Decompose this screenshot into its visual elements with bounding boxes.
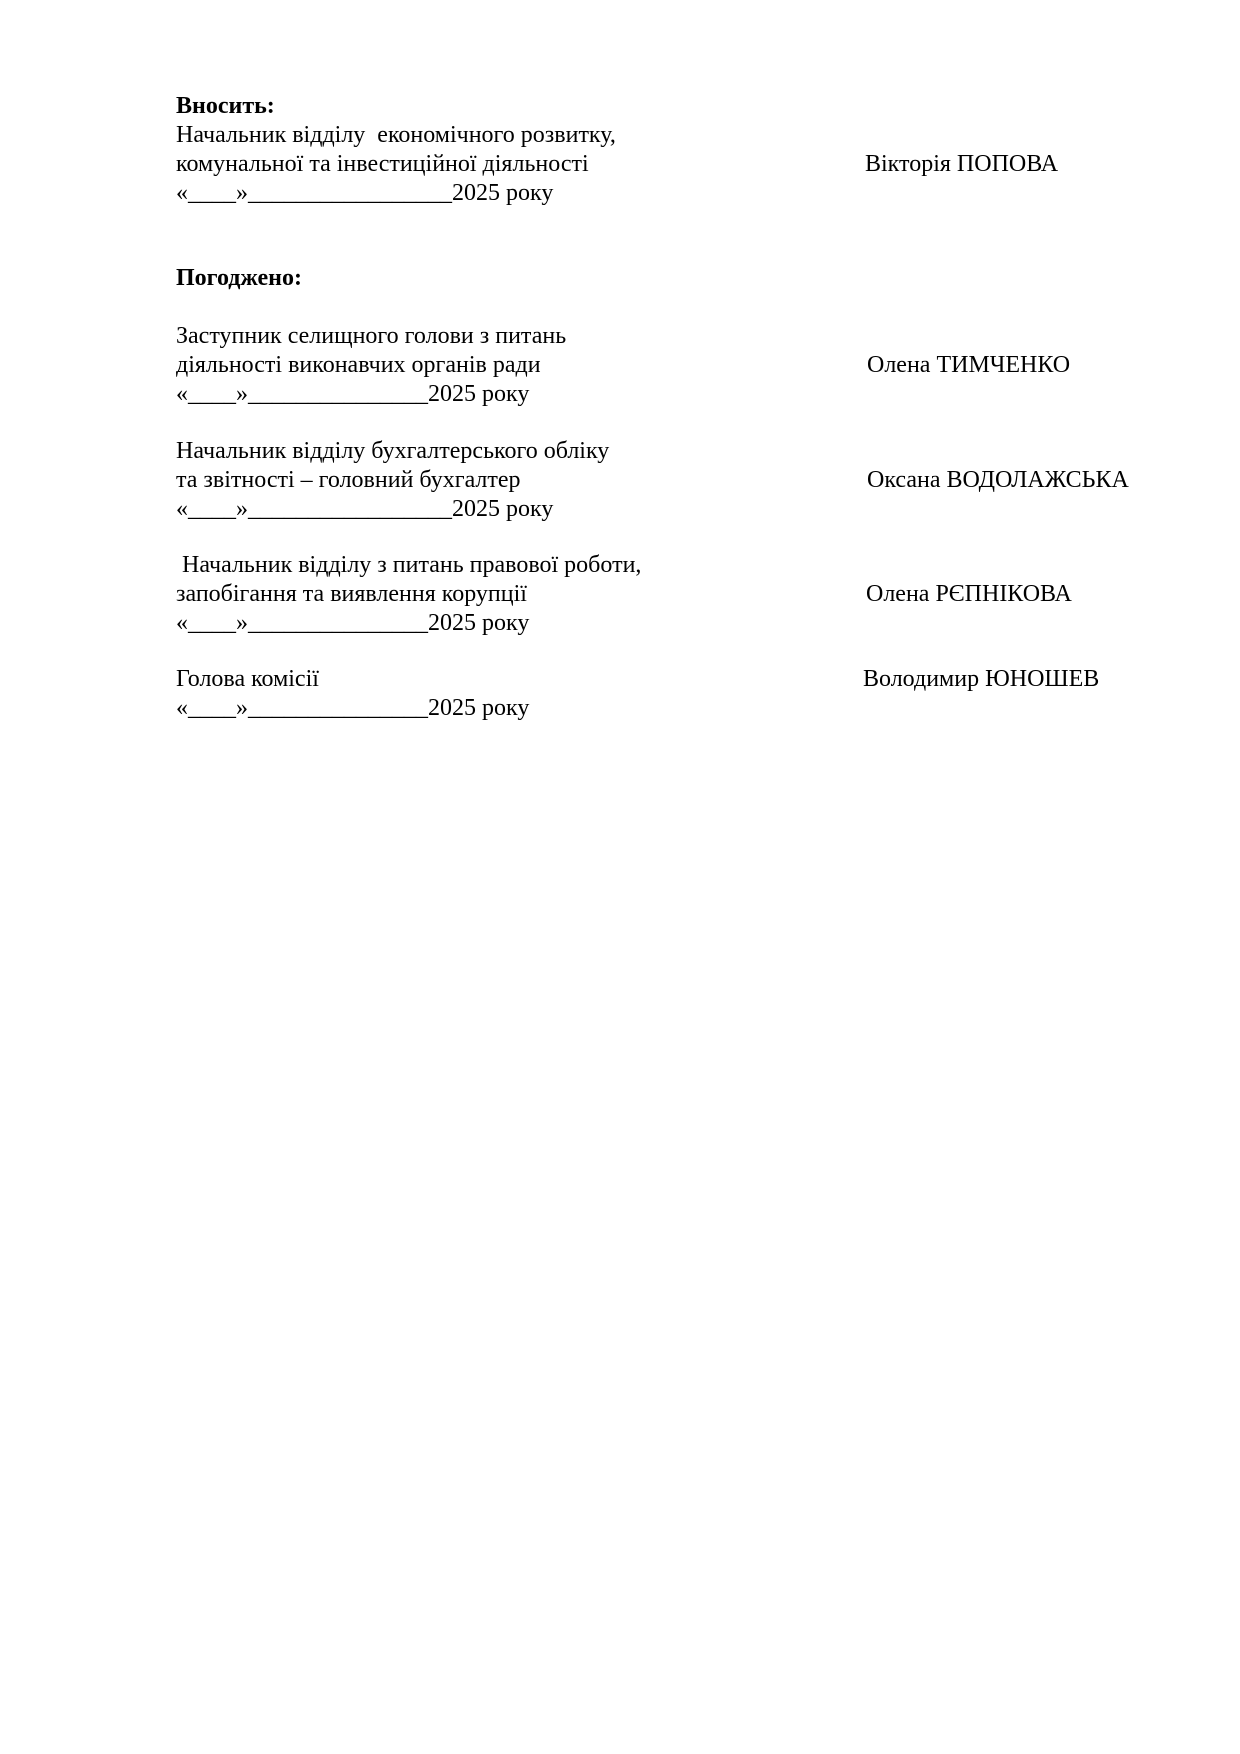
submits-heading: Вносить: <box>176 93 275 119</box>
approved-heading: Погоджено: <box>176 265 302 291</box>
signer-date-line: «____»_______________2025 року <box>176 381 530 407</box>
submits-position-line-2: комунальної та інвестиційної діяльності <box>176 151 589 177</box>
submits-date-line: «____»_________________2025 року <box>176 180 554 206</box>
signer-position-line-2: запобігання та виявлення корупції <box>176 581 527 607</box>
signer-name: Оксана ВОДОЛАЖСЬКА <box>867 467 1129 493</box>
signer-date-line: «____»_________________2025 року <box>176 496 554 522</box>
signer-position-line-1: Начальник відділу бухгалтерського обліку <box>176 438 610 464</box>
signer-position-line-2: та звітності – головний бухгалтер <box>176 467 521 493</box>
signer-name: Володимир ЮНОШЕВ <box>863 666 1100 692</box>
signer-date-line: «____»_______________2025 року <box>176 610 530 636</box>
signer-date-line: «____»_______________2025 року <box>176 695 530 721</box>
signer-position-line-1: Голова комісії <box>176 666 319 692</box>
signer-name: Олена ТИМЧЕНКО <box>867 352 1071 378</box>
submits-position-line-1: Начальник відділу економічного розвитку, <box>176 122 616 148</box>
signer-name: Олена РЄПНІКОВА <box>866 581 1072 607</box>
signer-position-line-2: діяльності виконавчих органів ради <box>176 352 541 378</box>
submits-signer-name: Вікторія ПОПОВА <box>865 151 1059 177</box>
signer-position-line-1: Заступник селищного голови з питань <box>176 323 567 349</box>
signer-position-line-1: Начальник відділу з питань правової роботи, <box>176 552 642 578</box>
